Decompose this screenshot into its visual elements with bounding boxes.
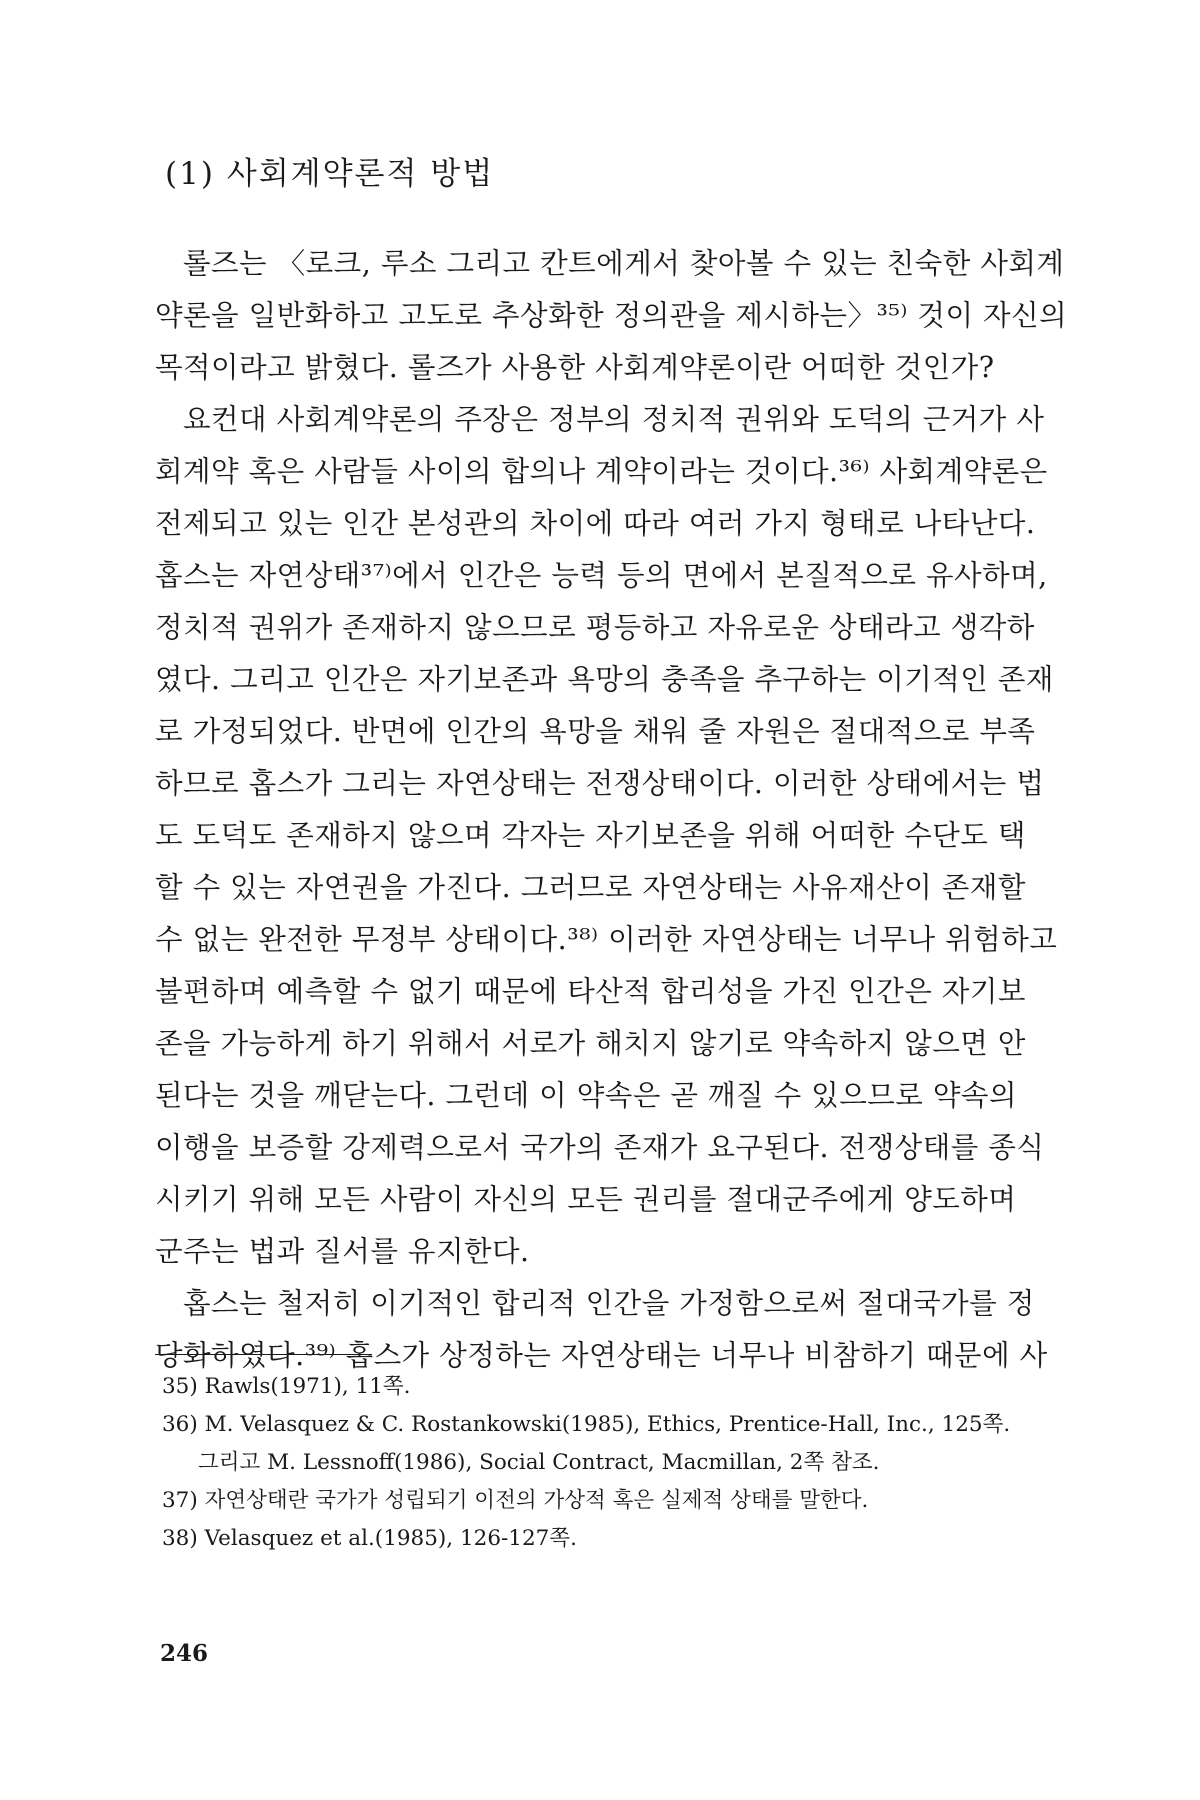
body-line: 하므로 홉스가 그리는 자연상태는 전쟁상태이다. 이러한 상태에서는 법	[155, 767, 1045, 800]
footnote: 38) Velasquez et al.(1985), 126-127쪽.	[162, 1526, 577, 1551]
footnote-continuation: 그리고 M. Lessnoff(1986), Social Contract, Macmillan, 2쪽 참조.	[198, 1450, 880, 1475]
body-line: 불편하며 예측할 수 없기 때문에 타산적 합리성을 가진 인간은 자기보	[155, 975, 1026, 1008]
footnotes	[162, 1368, 1050, 1558]
body-line: 군주는 법과 질서를 유지한다.	[155, 1235, 530, 1268]
body-line: 할 수 있는 자연권을 가진다. 그러므로 자연상태는 사유재산이 존재할	[155, 871, 1026, 904]
body-line: 홉스는 철저히 이기적인 합리적 인간을 가정함으로써 절대국가를 정	[183, 1287, 1035, 1320]
body-line: 이행을 보증할 강제력으로서 국가의 존재가 요구된다. 전쟁상태를 종식	[155, 1131, 1045, 1164]
body-line: 홉스는 자연상태³⁷⁾에서 인간은 능력 등의 면에서 본질적으로 유사하며,	[155, 559, 1048, 592]
page-number: 246	[160, 1640, 209, 1667]
body-line: 목적이라고 밝혔다. 롤즈가 사용한 사회계약론이란 어떠한 것인가?	[155, 351, 995, 384]
footnote: 36) M. Velasquez & C. Rostankowski(1985), Ethics, Prentice-Hall, Inc., 125쪽.	[162, 1412, 1011, 1437]
footnote: 37) 자연상태란 국가가 성립되기 이전의 가상적 혹은 실제적 상태를 말한다.	[162, 1488, 869, 1513]
body-line: 존을 가능하게 하기 위해서 서로가 해치지 않기로 약속하지 않으면 안	[155, 1027, 1026, 1060]
body-line: 도 도덕도 존재하지 않으며 각자는 자기보존을 위해 어떠한 수단도 택	[155, 819, 1026, 852]
footnote: 35) Rawls(1971), 11쪽.	[162, 1374, 411, 1399]
body-line: 전제되고 있는 인간 본성관의 차이에 따라 여러 가지 형태로 나타난다.	[155, 507, 1036, 540]
footnote-divider	[155, 1354, 372, 1355]
body-line: 시키기 위해 모든 사람이 자신의 모든 권리를 절대군주에게 양도하며	[155, 1183, 1017, 1216]
body-line: 로 가정되었다. 반면에 인간의 욕망을 채워 줄 자원은 절대적으로 부족	[155, 715, 1036, 748]
body-line: 정치적 권위가 존재하지 않으므로 평등하고 자유로운 상태라고 생각하	[155, 611, 1035, 644]
body-line: 였다. 그리고 인간은 자기보존과 욕망의 충족을 추구하는 이기적인 존재	[155, 663, 1054, 696]
body-line: 당화하였다.³⁹⁾ 홉스가 상정하는 자연상태는 너무나 비참하기 때문에 사	[155, 1339, 1048, 1372]
section-heading: (1) 사회계약론적 방법	[165, 156, 495, 192]
body-line: 회계약 혹은 사람들 사이의 합의나 계약이라는 것이다.³⁶⁾ 사회계약론은	[155, 455, 1048, 488]
body-line: 된다는 것을 깨닫는다. 그런데 이 약속은 곧 깨질 수 있으므로 약속의	[155, 1079, 1017, 1112]
body-line: 약론을 일반화하고 고도로 추상화한 정의관을 제시하는〉³⁵⁾ 것이 자신의	[155, 299, 1068, 332]
body-line: 수 없는 완전한 무정부 상태이다.³⁸⁾ 이러한 자연상태는 너무나 위험하고	[155, 923, 1058, 956]
body-line: 요컨대 사회계약론의 주장은 정부의 정치적 권위와 도덕의 근거가 사	[183, 403, 1045, 436]
body-line: 롤즈는 〈로크, 루소 그리고 칸트에게서 찾아볼 수 있는 친숙한 사회계	[183, 247, 1065, 280]
body-text	[155, 238, 1068, 1382]
